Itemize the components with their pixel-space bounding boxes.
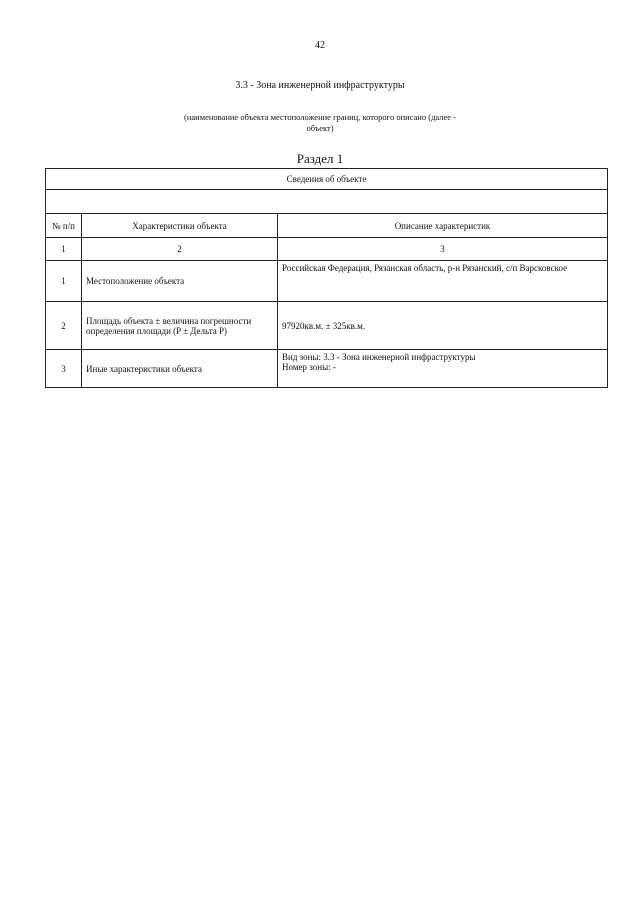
row-characteristic: Местоположение объекта: [82, 261, 278, 302]
row-description: Российская Федерация, Рязанская область, р-н Рязанский, с/п Варсковское: [278, 261, 608, 302]
table-caption: Сведения об объекте: [46, 169, 608, 190]
zone-title: 3.3 - Зона инженерной инфраструктуры: [235, 80, 405, 91]
column-number-row: [46, 238, 608, 261]
table-caption-row: [46, 169, 608, 190]
row-characteristic: Иные характеристики объекта: [82, 350, 278, 388]
object-note: [140, 112, 500, 134]
table-header-row: [46, 214, 608, 238]
header-characteristic: Характеристики объекта: [82, 214, 278, 238]
row-characteristic: Площадь объекта ± величина погрешности определения площади (P ± Дельта P): [82, 302, 278, 350]
row-description: 97920кв.м. ± 325кв.м.: [278, 302, 608, 350]
header-number: № п/п: [46, 214, 82, 238]
row-number: 1: [46, 261, 82, 302]
page-number: 42: [315, 40, 325, 51]
column-number-2: 2: [82, 238, 278, 261]
object-note-line-1: (наименование объекта местоположение границ, которого описано (далее -: [184, 112, 456, 122]
column-number-3: 3: [278, 238, 608, 261]
object-info-table: [45, 168, 608, 388]
table-spacer-row: [46, 190, 608, 214]
row-number: 3: [46, 350, 82, 388]
column-number-1: 1: [46, 238, 82, 261]
table-row: [46, 350, 608, 388]
section-title: Раздел 1: [296, 151, 344, 166]
row-description: [278, 350, 608, 388]
object-note-line-2: объект): [306, 123, 334, 133]
header-description: Описание характеристик: [278, 214, 608, 238]
table-empty-cell: [46, 190, 608, 214]
row-number: 2: [46, 302, 82, 350]
zone-type-text: Вид зоны: 3.3 - Зона инженерной инфраструктуры: [282, 352, 476, 362]
zone-number-text: Номер зоны: -: [282, 362, 336, 372]
table-row: [46, 261, 608, 302]
table-row: [46, 302, 608, 350]
